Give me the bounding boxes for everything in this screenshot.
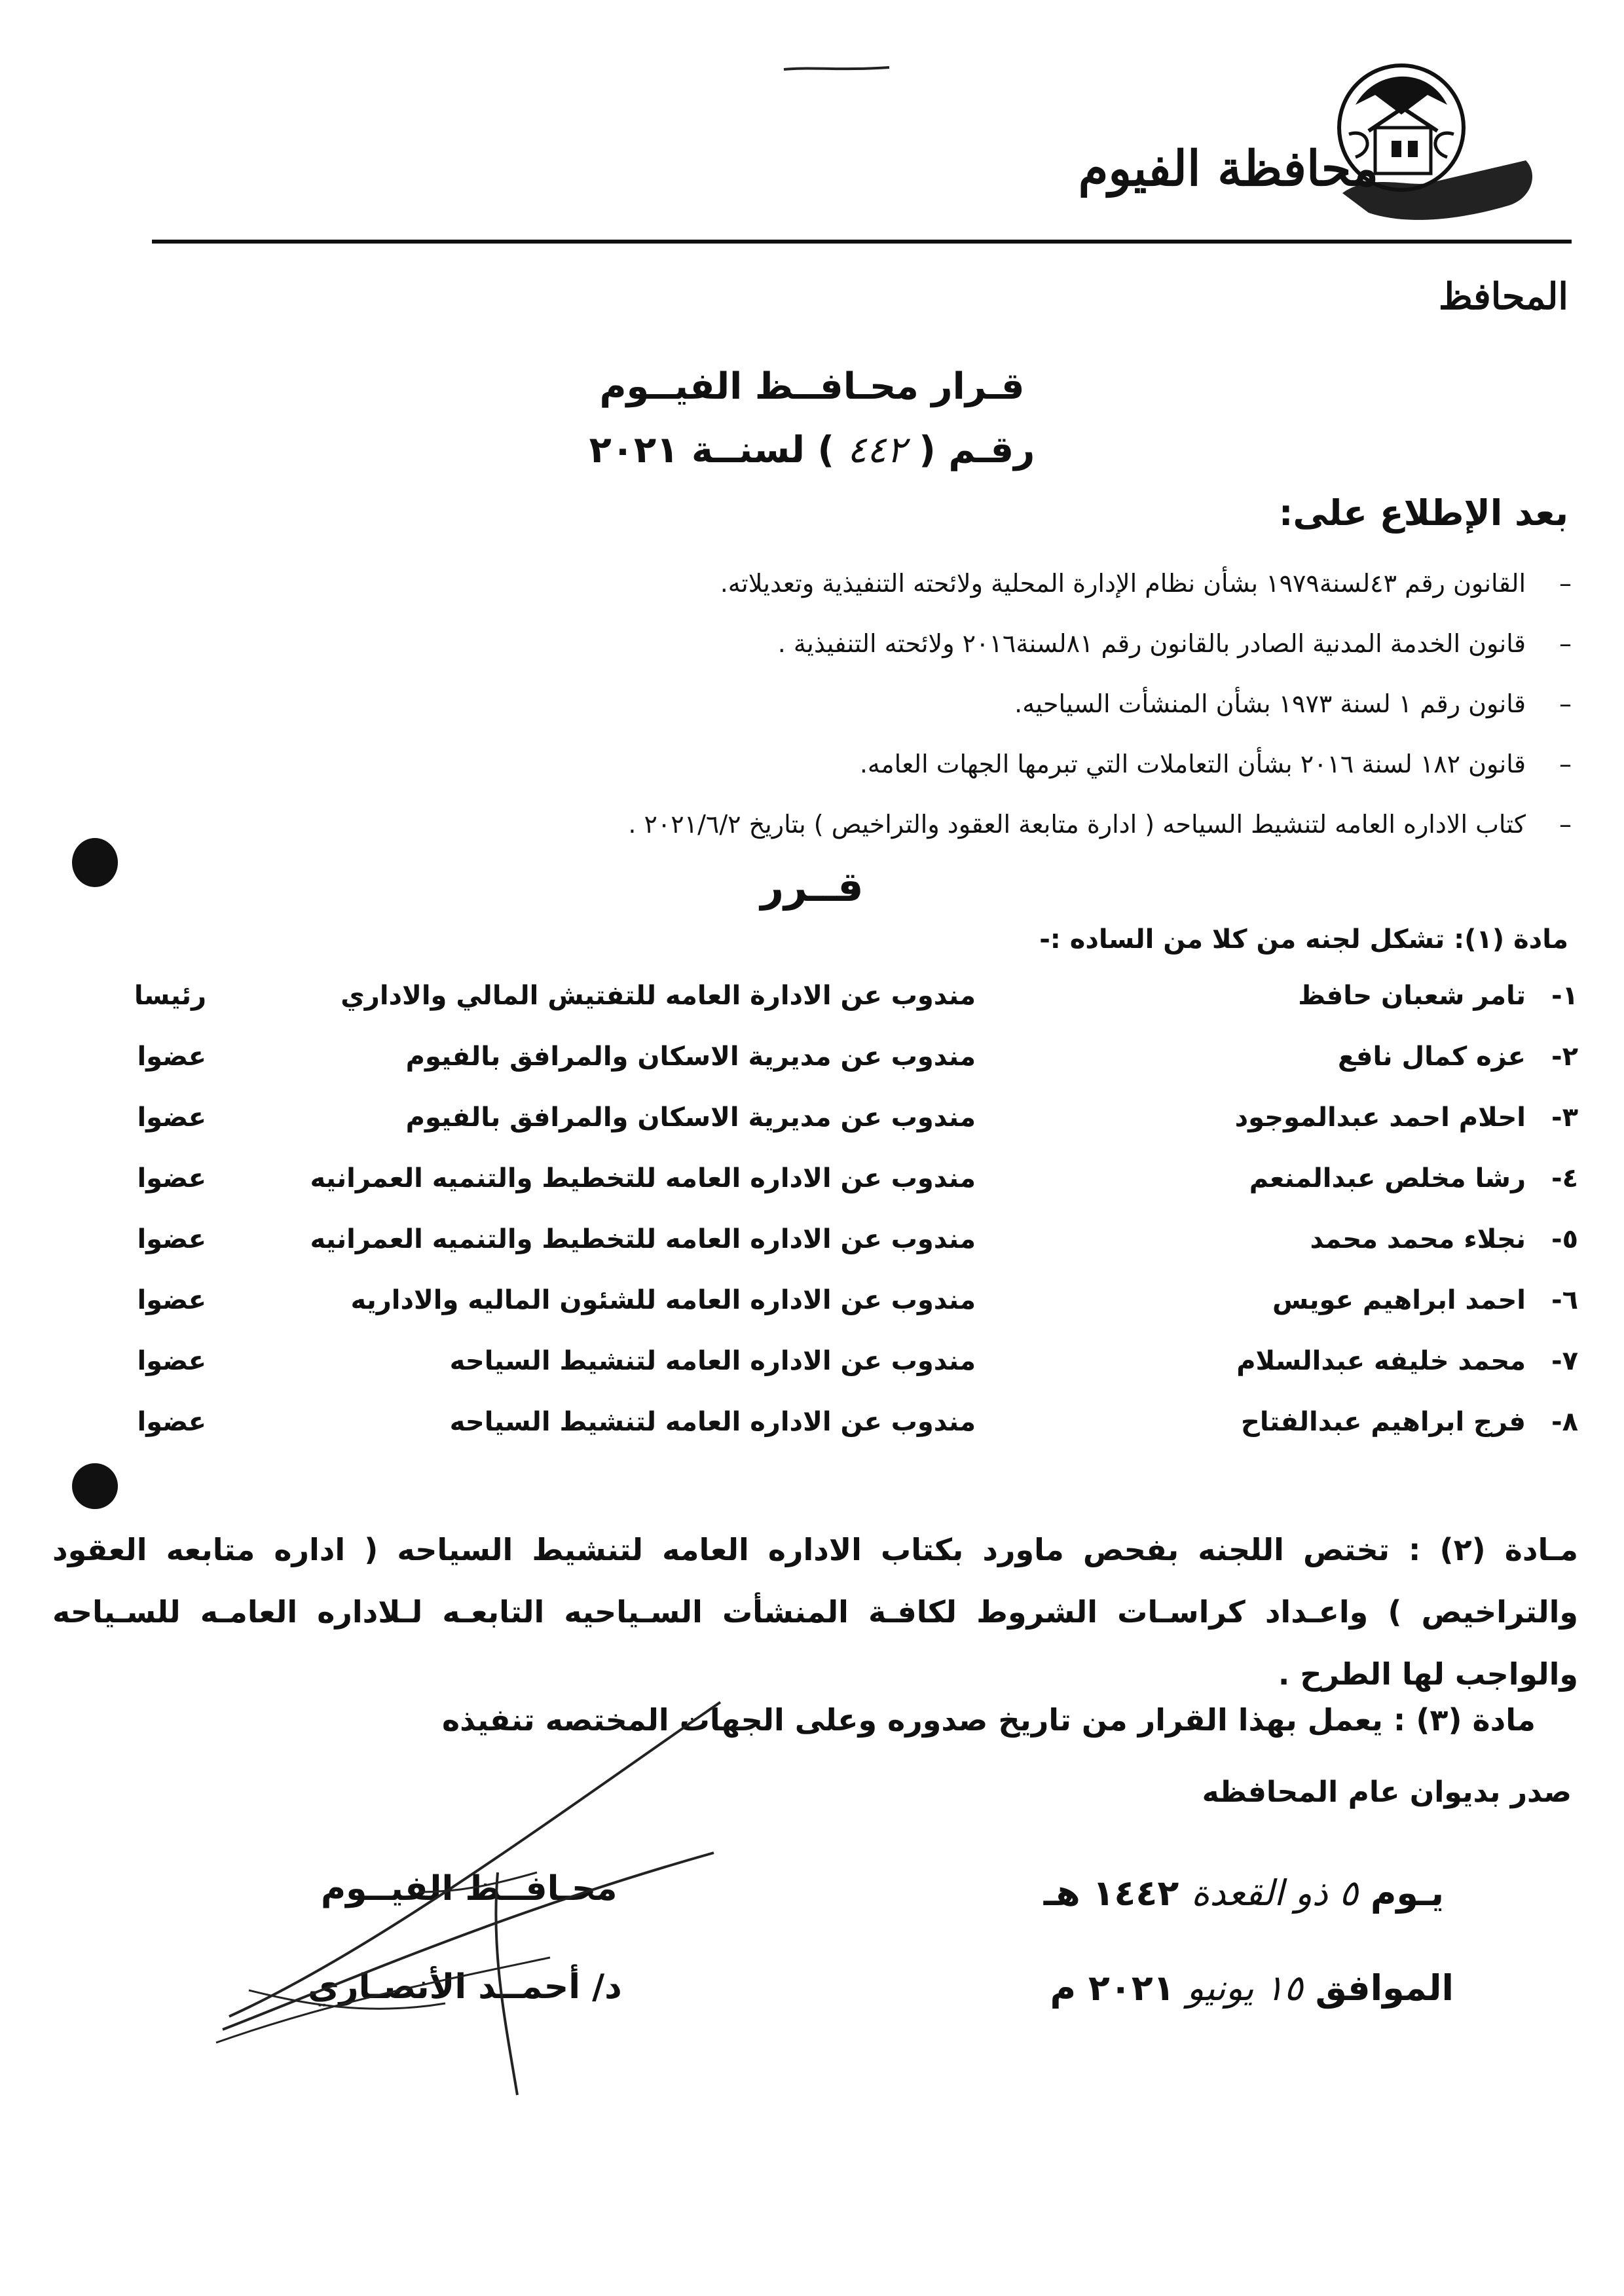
signatory-name: د/ أحمــد الأنصـاري <box>308 1967 622 2007</box>
decide-heading: قــرر <box>760 863 864 911</box>
decision-number-prefix: رقـم ( <box>919 429 1035 471</box>
bullet-dash: – <box>1559 689 1572 718</box>
punch-hole-top <box>72 838 118 887</box>
article-1-heading: مادة (١): تشكل لجنه من كلا من الساده :- <box>1039 924 1568 955</box>
gregorian-date: الموافق ١٥ يونيو ٢٠٢١ م <box>1050 1967 1454 2009</box>
list-item: –قانون رقم ١ لسنة ١٩٧٣ بشأن المنشأت السياحيه. <box>131 674 1572 734</box>
decision-number-line <box>0 429 1624 471</box>
decision-title: قـرار محـافــظ الفيــوم <box>599 365 1025 408</box>
list-item: –كتاب الاداره العامه لتنشيط السياحه ( ادارة متابعة العقود والتراخيص ) بتاريخ ٢٠٢١/٦/٢ . <box>131 794 1572 854</box>
table-row: ٢- عزه كمال نافع مندوب عن مديرية الاسكان والمرافق بالفيوم عضوا <box>137 1042 1578 1072</box>
article-2-text: مـادة (٢) : تختص اللجنه بفحص ماورد بكتاب الاداره العامه لتنشيط السياحه ( اداره متابعه العقود والتراخيص ) واعـداد كراسـات الشروط لكافـة المنشأت السـياحيه التابعـه لـلاداره العامـه للسـياحه والواجب لها الطرح . <box>52 1532 1579 1692</box>
list-item: –قانون الخدمة المدنية الصادر بالقانون رقم ٨١لسنة٢٠١٦ ولائحته التنفيذية . <box>131 613 1572 674</box>
governorate-name: محافظة الفيوم <box>1078 141 1378 197</box>
decision-number: ٤٤٢ <box>847 429 906 471</box>
signature-icon <box>210 1676 799 2134</box>
issued-at: صدر بديوان عام المحافظه <box>1202 1776 1572 1809</box>
handwritten-day: ٥ ذو القعدة <box>1191 1872 1359 1914</box>
bullet-dash: – <box>1559 810 1572 839</box>
hijri-date: يـوم ٥ ذو القعدة ١٤٤٢ هـ <box>1043 1872 1444 1914</box>
bullet-dash: – <box>1559 629 1572 658</box>
table-row: ٨- فرج ابراهيم عبدالفتاح مندوب عن الاداره العامه لتنشيط السياحه عضوا <box>137 1407 1578 1437</box>
decision-year: ) لسنــة ٢٠٢١ <box>589 429 835 471</box>
header-divider <box>152 240 1572 244</box>
top-scribble-icon <box>783 65 891 72</box>
list-item: –القانون رقم ٤٣لسنة١٩٧٩ بشأن نظام الإدارة المحلية ولائحته التنفيذية وتعديلاته. <box>131 553 1572 613</box>
laws-list <box>131 553 1572 854</box>
table-row: ٥- نجلاء محمد محمد مندوب عن الاداره العامه للتخطيط والتنميه العمرانيه عضوا <box>137 1224 1578 1254</box>
handwritten-date: ١٥ يونيو <box>1187 1967 1303 2009</box>
table-row: ١- تامر شعبان حافظ مندوب عن الادارة العامه للتفتيش المالي والاداري رئيسا <box>134 981 1578 1011</box>
table-row: ٦- احمد ابراهيم عويس مندوب عن الاداره العامه للشئون الماليه والاداريه عضوا <box>137 1285 1578 1315</box>
table-row: ٧- محمد خليفه عبدالسلام مندوب عن الاداره العامه لتنشيط السياحه عضوا <box>137 1346 1578 1376</box>
article-3-text: مادة (٣) : يعمل بهذا القرار من تاريخ صدوره وعلى الجهات المختصه تنفيذه <box>441 1702 1536 1738</box>
list-item: –قانون ١٨٢ لسنة ٢٠١٦ بشأن التعاملات التي تبرمها الجهات العامه. <box>131 734 1572 794</box>
committee-members <box>52 981 1578 1468</box>
signatory-title: محـافــظ الفيــوم <box>321 1869 618 1908</box>
review-heading: بعد الإطلاع على: <box>1278 492 1568 534</box>
table-row: ٤- رشا مخلص عبدالمنعم مندوب عن الاداره العامه للتخطيط والتنميه العمرانيه عضوا <box>137 1163 1578 1194</box>
bullet-dash: – <box>1559 750 1572 778</box>
table-row: ٣- احلام احمد عبدالموجود مندوب عن مديرية الاسكان والمرافق بالفيوم عضوا <box>137 1102 1578 1133</box>
punch-hole-bottom <box>72 1463 118 1509</box>
office-title: المحافظ <box>1438 275 1568 318</box>
bullet-dash: – <box>1559 569 1572 598</box>
